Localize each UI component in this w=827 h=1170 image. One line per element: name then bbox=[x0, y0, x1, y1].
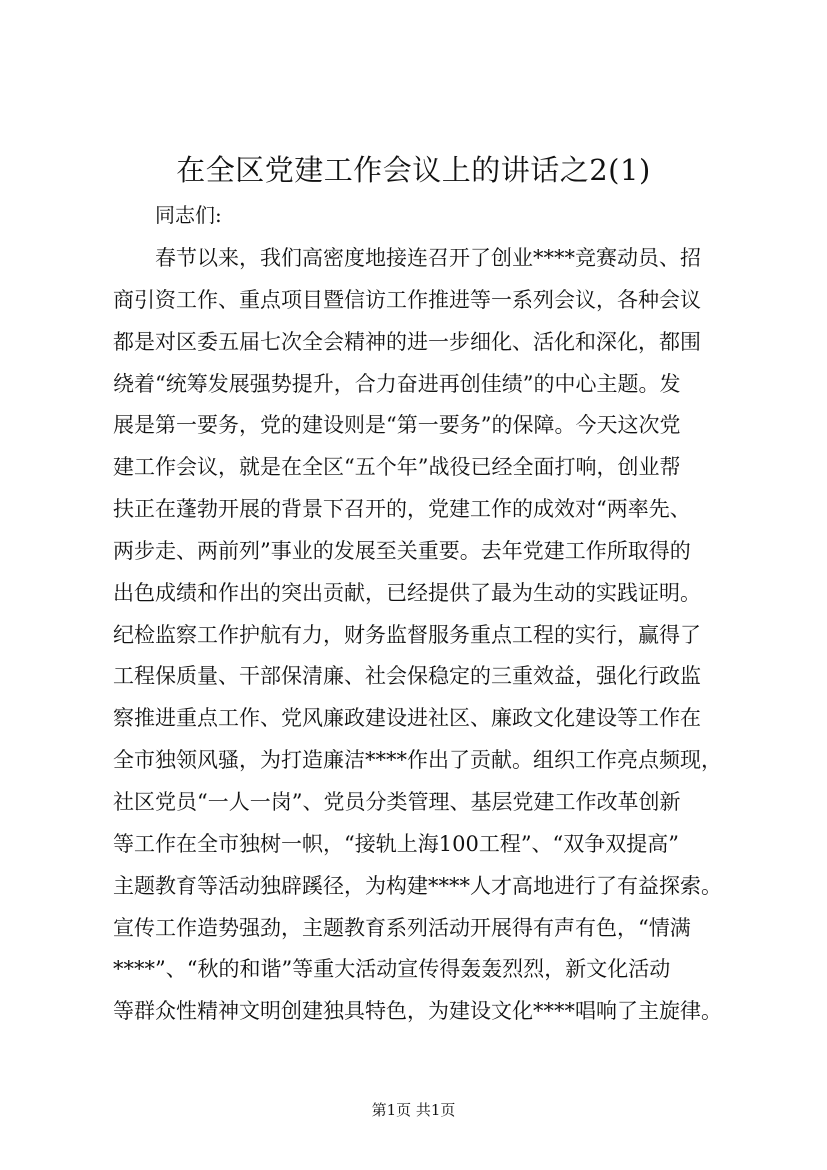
text-line: 两步走、两前列”事业的发展至关重要。去年党建工作所取得的 bbox=[113, 538, 691, 563]
document-title: 在全区党建工作会议上的讲话之2(1) bbox=[176, 153, 651, 187]
text-line: 全市独领风骚，为打造廉洁****作出了贡献。组织工作亮点频现， bbox=[113, 748, 722, 773]
text-line: 等群众性精神文明创建独具特色，为建设文化****唱响了主旋律。 bbox=[113, 999, 722, 1024]
text-line: 商引资工作、重点项目暨信访工作推进等一系列会议，各种会议 bbox=[113, 287, 701, 312]
text-line: 扶正在蓬勃开展的背景下召开的，党建工作的成效对“两率先、 bbox=[113, 497, 691, 522]
text-line: 绕着“统筹发展强势提升，合力奋进再创佳绩”的中心主题。发 bbox=[113, 371, 681, 396]
text-line: 展是第一要务，党的建设则是“第一要务”的保障。今天这次党 bbox=[113, 413, 681, 438]
salutation: 同志们: bbox=[155, 203, 222, 227]
text-line: 工程保质量、干部保清廉、社会保稳定的三重效益，强化行政监 bbox=[113, 664, 701, 689]
text-line: 主题教育等活动独辟蹊径，为构建****人才高地进行了有益探索。 bbox=[113, 873, 722, 898]
text-line: 都是对区委五届七次全会精神的进一步细化、活化和深化，都围 bbox=[113, 329, 701, 354]
text-line: 察推进重点工作、党风廉政建设进社区、廉政文化建设等工作在 bbox=[113, 706, 701, 731]
text-line: 出色成绩和作出的突出贡献，已经提供了最为生动的实践证明。 bbox=[113, 580, 701, 605]
body-text bbox=[113, 238, 743, 1033]
text-line: 春节以来，我们高密度地接连召开了创业****竞赛动员、招 bbox=[155, 246, 701, 270]
page-number: 第1页 共1页 bbox=[371, 1101, 456, 1119]
text-line: 宣传工作造势强劲，主题教育系列活动开展得有声有色，“情满 bbox=[113, 915, 691, 940]
text-line: 等工作在全市独树一帜，“接轨上海100工程”、“双争双提高” bbox=[113, 831, 680, 856]
text-line: 社区党员“一人一岗”、党员分类管理、基层党建工作改革创新 bbox=[113, 789, 681, 814]
text-line: 纪检监察工作护航有力，财务监督服务重点工程的实行，赢得了 bbox=[113, 622, 701, 647]
text-line: 建工作会议，就是在全区“五个年”战役已经全面打响，创业帮 bbox=[113, 455, 681, 480]
text-line: ****”、“秋的和谐”等重大活动宣传得轰轰烈烈，新文化活动 bbox=[113, 957, 671, 982]
